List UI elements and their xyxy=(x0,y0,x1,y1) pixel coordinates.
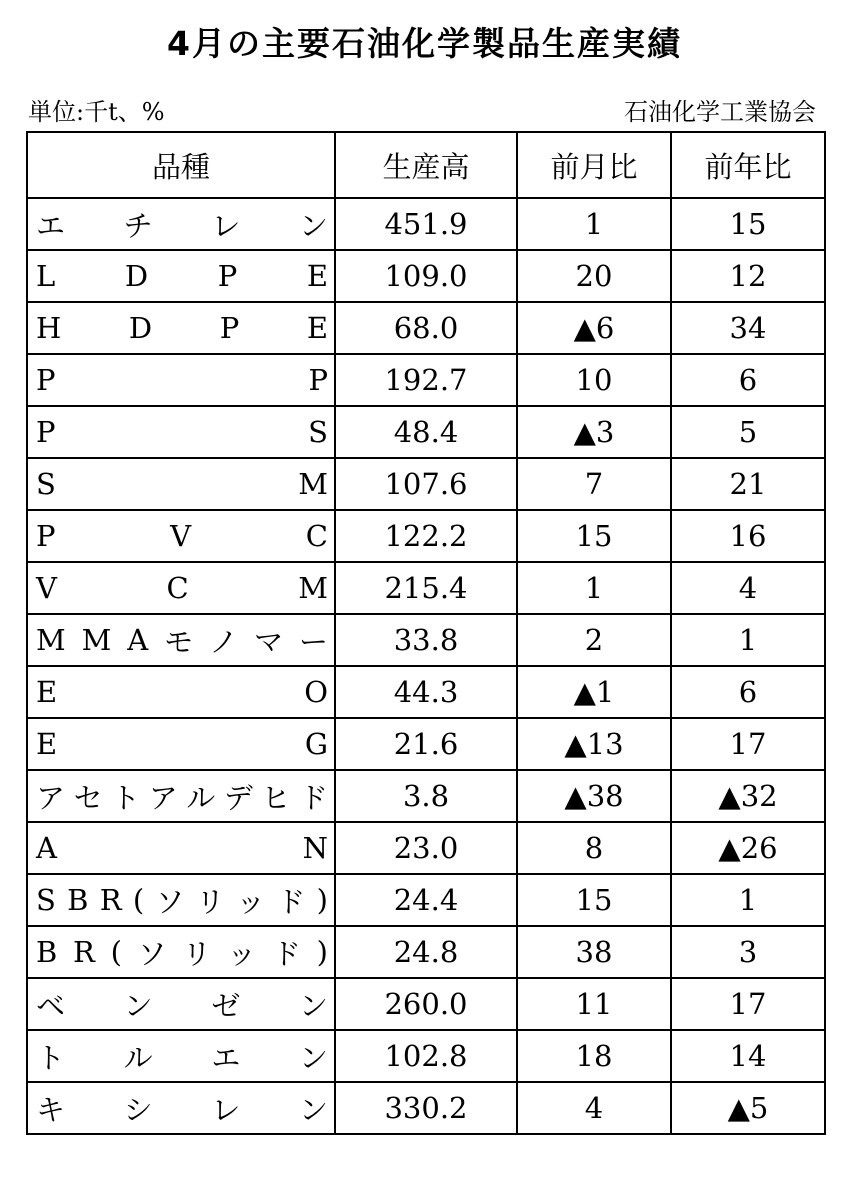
product-name xyxy=(36,519,328,553)
mom-cell: 8 xyxy=(517,822,671,874)
product-name-char: ン xyxy=(123,988,153,1023)
product-name-char: P xyxy=(36,415,56,449)
product-name-cell xyxy=(27,354,335,406)
production-cell: 21.6 xyxy=(335,718,517,770)
product-name-char: P xyxy=(217,259,238,293)
product-name-char: ) xyxy=(316,883,328,917)
production-cell: 107.6 xyxy=(335,458,517,510)
production-cell: 48.4 xyxy=(335,406,517,458)
mom-cell: 7 xyxy=(517,458,671,510)
production-cell: 192.7 xyxy=(335,354,517,406)
product-name-char: V xyxy=(170,519,192,553)
production-cell: 330.2 xyxy=(335,1082,517,1134)
product-name-char: ド xyxy=(298,780,328,815)
product-name-char: C xyxy=(305,519,328,553)
product-name-char: ソ xyxy=(155,884,185,919)
product-name-char: ン xyxy=(298,208,328,243)
product-name-cell xyxy=(27,302,335,354)
production-cell: 44.3 xyxy=(335,666,517,718)
product-name xyxy=(36,776,328,817)
product-name-char: リ xyxy=(182,936,212,971)
product-name xyxy=(36,984,328,1025)
source-label: 石油化学工業協会 xyxy=(624,98,816,126)
product-name xyxy=(36,311,328,345)
product-name-char: キ xyxy=(36,1092,66,1127)
table-row xyxy=(27,458,825,510)
table-row xyxy=(27,666,825,718)
product-name-char: ン xyxy=(298,1092,328,1127)
table-row xyxy=(27,1082,825,1134)
yoy-cell: 6 xyxy=(671,354,825,406)
table-row xyxy=(27,614,825,666)
product-name-char: リ xyxy=(195,884,225,919)
mom-cell: ▲38 xyxy=(517,770,671,822)
product-name-char: P xyxy=(219,311,240,345)
product-name-char: E xyxy=(36,727,58,761)
product-name-char: C xyxy=(166,571,189,605)
production-cell: 102.8 xyxy=(335,1030,517,1082)
product-name-cell xyxy=(27,198,335,250)
product-name-char: ン xyxy=(298,1040,328,1075)
product-name-char: ) xyxy=(316,935,328,969)
product-name-char: P xyxy=(36,519,56,553)
product-name-char: ト xyxy=(111,780,141,815)
product-name-char: ー xyxy=(298,624,328,659)
yoy-cell: 1 xyxy=(671,614,825,666)
product-name-char: デ xyxy=(223,780,253,815)
yoy-cell: 12 xyxy=(671,250,825,302)
product-name-char: ン xyxy=(298,988,328,1023)
product-name-cell xyxy=(27,822,335,874)
production-cell: 109.0 xyxy=(335,250,517,302)
product-name-char: ベ xyxy=(36,988,66,1023)
product-name xyxy=(36,620,328,661)
header-product: 品種 xyxy=(27,132,335,198)
production-table xyxy=(26,131,826,1135)
product-name-char: ( xyxy=(132,883,145,917)
product-name-char: B xyxy=(36,935,58,969)
production-cell: 122.2 xyxy=(335,510,517,562)
product-name-char: チ xyxy=(123,208,153,243)
product-name-char: ゼ xyxy=(211,988,241,1023)
product-name xyxy=(36,467,328,501)
product-name-char: E xyxy=(306,259,328,293)
product-name-cell xyxy=(27,666,335,718)
product-name-cell xyxy=(27,978,335,1030)
mom-cell: ▲6 xyxy=(517,302,671,354)
yoy-cell: ▲26 xyxy=(671,822,825,874)
table-row xyxy=(27,406,825,458)
yoy-cell: 21 xyxy=(671,458,825,510)
product-name-cell xyxy=(27,926,335,978)
product-name-char: M xyxy=(298,467,328,501)
production-cell: 33.8 xyxy=(335,614,517,666)
table-header-row xyxy=(27,132,825,198)
product-name-char: ル xyxy=(186,780,216,815)
table-row xyxy=(27,770,825,822)
product-name-char: S xyxy=(36,883,56,917)
product-name-char: ソ xyxy=(137,936,167,971)
product-name-char: ヒ xyxy=(261,780,291,815)
header-yoy: 前年比 xyxy=(671,132,825,198)
table-row xyxy=(27,562,825,614)
product-name-char: ア xyxy=(148,780,178,815)
mom-cell: 15 xyxy=(517,510,671,562)
product-name-char: D xyxy=(124,259,149,293)
product-name xyxy=(36,259,328,293)
yoy-cell: 17 xyxy=(671,718,825,770)
product-name-char: ド xyxy=(276,884,306,919)
product-name-char: O xyxy=(304,675,328,709)
production-cell: 451.9 xyxy=(335,198,517,250)
mom-cell: 4 xyxy=(517,1082,671,1134)
product-name-char: マ xyxy=(254,624,284,659)
header-production: 生産高 xyxy=(335,132,517,198)
product-name-cell xyxy=(27,874,335,926)
table-row xyxy=(27,718,825,770)
yoy-cell: 5 xyxy=(671,406,825,458)
product-name-char: A xyxy=(127,623,149,657)
product-name-char: セ xyxy=(73,780,103,815)
production-cell: 215.4 xyxy=(335,562,517,614)
mom-cell: ▲3 xyxy=(517,406,671,458)
product-name-cell xyxy=(27,510,335,562)
mom-cell: 20 xyxy=(517,250,671,302)
table-row xyxy=(27,354,825,406)
product-name xyxy=(36,727,328,761)
product-name-cell xyxy=(27,1082,335,1134)
mom-cell: 38 xyxy=(517,926,671,978)
product-name-char: ド xyxy=(271,936,301,971)
yoy-cell: 4 xyxy=(671,562,825,614)
product-name-char: ッ xyxy=(236,884,266,919)
product-name-char: E xyxy=(36,675,58,709)
product-name-char: P xyxy=(36,363,56,397)
product-name-char: ( xyxy=(110,935,122,969)
yoy-cell: ▲32 xyxy=(671,770,825,822)
mom-cell: 18 xyxy=(517,1030,671,1082)
table-row xyxy=(27,822,825,874)
yoy-cell: 3 xyxy=(671,926,825,978)
yoy-cell: 15 xyxy=(671,198,825,250)
table-row xyxy=(27,874,825,926)
mom-cell: 15 xyxy=(517,874,671,926)
product-name-cell xyxy=(27,406,335,458)
product-name-char: R xyxy=(99,883,122,917)
production-cell: 24.4 xyxy=(335,874,517,926)
product-name-char: B xyxy=(67,883,89,917)
product-name-char: エ xyxy=(211,1040,241,1075)
table-row xyxy=(27,926,825,978)
mom-cell: 11 xyxy=(517,978,671,1030)
product-name-cell xyxy=(27,250,335,302)
product-name-char: N xyxy=(302,831,328,865)
table-row xyxy=(27,198,825,250)
product-name xyxy=(36,363,328,397)
product-name-char: S xyxy=(36,467,56,501)
product-name xyxy=(36,880,328,921)
product-name-char: レ xyxy=(211,1092,241,1127)
product-name-char: P xyxy=(308,363,328,397)
production-cell: 68.0 xyxy=(335,302,517,354)
production-cell: 260.0 xyxy=(335,978,517,1030)
yoy-cell: 16 xyxy=(671,510,825,562)
product-name-char: E xyxy=(306,311,328,345)
yoy-cell: ▲5 xyxy=(671,1082,825,1134)
yoy-cell: 6 xyxy=(671,666,825,718)
yoy-cell: 14 xyxy=(671,1030,825,1082)
mom-cell: 2 xyxy=(517,614,671,666)
product-name xyxy=(36,831,328,865)
product-name-char: A xyxy=(36,831,57,865)
header-mom: 前月比 xyxy=(517,132,671,198)
product-name-char: エ xyxy=(36,208,66,243)
mom-cell: 10 xyxy=(517,354,671,406)
yoy-cell: 1 xyxy=(671,874,825,926)
product-name-char: ッ xyxy=(227,936,257,971)
product-name-char: V xyxy=(36,571,57,605)
product-name-char: S xyxy=(308,415,328,449)
product-name xyxy=(36,571,328,605)
table-row xyxy=(27,302,825,354)
unit-label: 単位:千t、% xyxy=(28,98,165,126)
table-body xyxy=(27,198,825,1134)
product-name-char: M xyxy=(36,623,66,657)
product-name-char: ト xyxy=(36,1040,66,1075)
product-name-char: M xyxy=(81,623,112,657)
table-row xyxy=(27,978,825,1030)
page-title: 4月の主要石油化学製品生産実績 xyxy=(167,24,682,63)
product-name-char: レ xyxy=(211,208,241,243)
product-name-char: モ xyxy=(164,624,194,659)
product-name xyxy=(36,932,328,973)
product-name-char: ア xyxy=(36,780,66,815)
table-row xyxy=(27,1030,825,1082)
table-row xyxy=(27,510,825,562)
production-cell: 23.0 xyxy=(335,822,517,874)
product-name-cell xyxy=(27,562,335,614)
yoy-cell: 17 xyxy=(671,978,825,1030)
product-name-cell xyxy=(27,718,335,770)
yoy-cell: 34 xyxy=(671,302,825,354)
product-name-char: L xyxy=(36,259,56,293)
product-name xyxy=(36,675,328,709)
product-name-cell xyxy=(27,770,335,822)
production-cell: 24.8 xyxy=(335,926,517,978)
product-name-char: ノ xyxy=(209,624,239,659)
product-name-char: D xyxy=(128,311,153,345)
product-name-char: M xyxy=(298,571,328,605)
product-name-char: G xyxy=(304,727,328,761)
product-name-cell xyxy=(27,1030,335,1082)
mom-cell: ▲13 xyxy=(517,718,671,770)
product-name-cell xyxy=(27,458,335,510)
product-name-char: R xyxy=(73,935,95,969)
mom-cell: ▲1 xyxy=(517,666,671,718)
product-name-cell xyxy=(27,614,335,666)
product-name-char: H xyxy=(36,311,62,345)
production-cell: 3.8 xyxy=(335,770,517,822)
product-name xyxy=(36,1036,328,1077)
mom-cell: 1 xyxy=(517,562,671,614)
product-name xyxy=(36,1088,328,1129)
product-name xyxy=(36,415,328,449)
product-name-char: ル xyxy=(123,1040,153,1075)
product-name-char: シ xyxy=(123,1092,153,1127)
table-row xyxy=(27,250,825,302)
mom-cell: 1 xyxy=(517,198,671,250)
product-name xyxy=(36,204,328,245)
